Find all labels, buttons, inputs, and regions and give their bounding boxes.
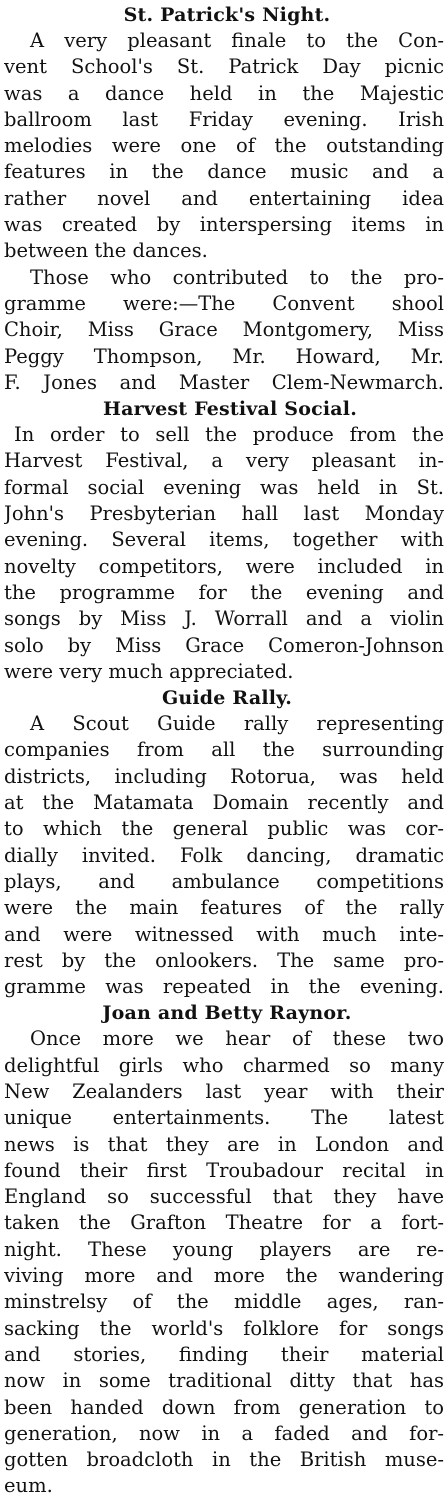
text-line: gotten broadcloth in the British muse-	[4, 1448, 444, 1472]
text-line: melodies were one of the outstanding	[4, 134, 444, 158]
text-line: Once more we hear of these two	[30, 1027, 444, 1051]
text-line: was created by interspersing items in	[4, 213, 444, 237]
text-line: features in the dance music and a	[4, 160, 444, 184]
text-line: John's Presbyterian hall last Monday	[4, 502, 444, 526]
text-line: novelty competitors, were included in	[4, 554, 444, 578]
text-line: been handed down from generation to	[4, 1395, 444, 1419]
text-line: viving more and more the wandering	[4, 1264, 444, 1288]
text-line: ballroom last Friday evening. Irish	[4, 107, 444, 131]
text-line: A Scout Guide rally representing	[30, 712, 444, 736]
text-line: Those who contributed to the pro-	[30, 265, 444, 289]
article-paragraph	[4, 1026, 444, 1499]
text-line: and stories, finding their material	[4, 1342, 444, 1366]
text-line: companies from all the surrounding	[4, 738, 444, 762]
article-paragraph	[4, 422, 444, 685]
text-line: found their first Troubadour recital in	[4, 1158, 444, 1182]
text-line: gramme was repeated in the evening.	[4, 975, 444, 999]
article-paragraph	[4, 265, 444, 396]
text-line: and were witnessed with much inte-	[4, 922, 444, 946]
text-line: In order to sell the produce from the	[14, 423, 444, 447]
text-line: New Zealanders last year with their	[4, 1079, 444, 1103]
article-paragraph	[4, 54, 444, 264]
text-line: sacking the world's folklore for songs	[4, 1316, 444, 1340]
article-heading: St. Patrick's Night.	[123, 4, 331, 26]
text-line: solo by Miss Grace Comeron-Johnson	[4, 633, 444, 657]
article-joan-and-betty-raynor	[4, 1000, 444, 1499]
text-line: rest by the onlookers. The same pro-	[4, 948, 444, 972]
text-line: at the Matamata Domain recently and	[4, 791, 444, 815]
article-harvest-festival-social	[4, 396, 444, 685]
text-line: songs by Miss J. Worrall and a violin	[4, 607, 444, 631]
text-line: the programme for the evening and	[4, 580, 444, 604]
text-line: formal social evening was held in St.	[4, 475, 444, 499]
text-line: vent School's St. Patrick Day picnic	[4, 55, 444, 79]
article-heading: Joan and Betty Raynor.	[102, 1002, 352, 1025]
article-st-patricks-night	[4, 2, 444, 396]
text-line: now in some traditional ditty that has	[4, 1369, 444, 1393]
text-line: was a dance held in the Majestic	[4, 81, 444, 105]
article-heading: Harvest Festival Social.	[102, 398, 358, 421]
text-line: plays, and ambulance competitions	[4, 869, 444, 893]
article-guide-rally	[4, 685, 444, 1000]
article-heading: Guide Rally.	[161, 687, 293, 710]
text-line: minstrelsy of the middle ages, ran-	[4, 1290, 444, 1314]
text-line: generation, now in a faded and for-	[4, 1421, 444, 1445]
text-line: night. These young players are re-	[4, 1237, 444, 1261]
text-line: A very pleasant finale to the Con-	[30, 29, 444, 52]
text-line: Harvest Festival, a very pleasant in-	[4, 449, 444, 473]
text-line: evening. Several items, together with	[4, 528, 444, 552]
text-line: gramme were:—The Convent shool	[4, 291, 444, 315]
text-line: were the main features of the rally	[4, 896, 444, 920]
article-paragraph	[4, 711, 444, 1000]
text-line: news is that they are in London and	[4, 1132, 444, 1156]
text-line: unique entertainments. The latest	[4, 1106, 444, 1130]
text-line: delightful girls who charmed so many	[4, 1053, 444, 1077]
text-line: districts, including Rotorua, was held	[4, 764, 444, 788]
text-line: eum.	[4, 1474, 53, 1498]
text-line: between the dances.	[4, 239, 208, 263]
text-line: taken the Grafton Theatre for a fort-	[4, 1211, 444, 1235]
text-line: Peggy Thompson, Mr. Howard, Mr.	[4, 344, 444, 368]
article-paragraph	[4, 28, 444, 54]
text-line: F. Jones and Master Clem-Newmarch.	[4, 370, 444, 394]
text-line: to which the general public was cor-	[4, 817, 444, 841]
text-line: rather novel and entertaining idea	[4, 186, 444, 210]
text-line: were very much appreciated.	[4, 659, 294, 683]
text-line: Choir, Miss Grace Montgomery, Miss	[4, 318, 444, 342]
text-line: dially invited. Folk dancing, dramatic	[4, 843, 444, 867]
text-line: England so successful that they have	[4, 1185, 444, 1209]
